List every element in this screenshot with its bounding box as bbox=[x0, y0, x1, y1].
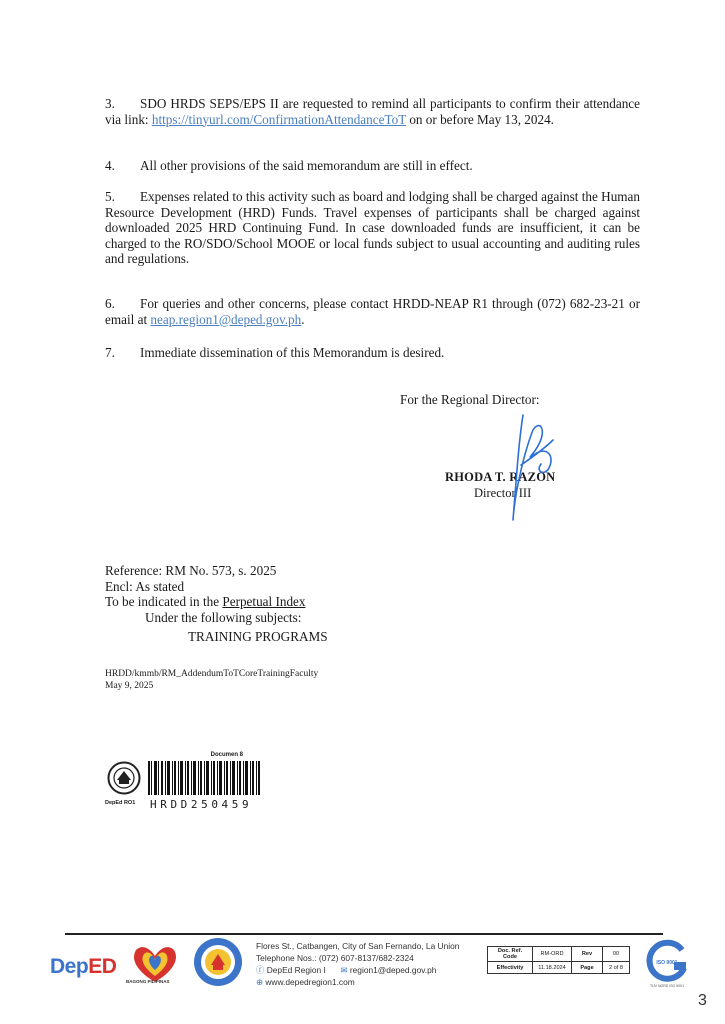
perpetual-index-prefix: To be indicated in the bbox=[105, 594, 223, 609]
doc-ref-value: RM-ORD bbox=[533, 947, 572, 962]
rev-label: Rev bbox=[572, 947, 603, 962]
paragraph-4 bbox=[105, 158, 640, 174]
file-code-date: May 9, 2025 bbox=[105, 681, 154, 691]
reference-block bbox=[105, 563, 328, 645]
paragraph-number: 6. bbox=[105, 296, 115, 311]
document-reference-table bbox=[487, 946, 630, 974]
deped-seal-icon bbox=[107, 761, 141, 795]
address: Flores St., Catbangen, City of San Fernando, La Union bbox=[256, 941, 460, 951]
paragraph-text: Immediate dissemination of this Memorandum is desired. bbox=[140, 345, 445, 360]
deped-logo-ed: ED bbox=[88, 955, 117, 978]
file-code-path: HRDD/kmmb/RM_AddendumToTCoreTrainingFaculty bbox=[105, 669, 319, 679]
paragraph-number: 7. bbox=[105, 345, 115, 360]
barcode-number: HRDD250459 bbox=[150, 798, 253, 811]
document-label: Documen 8 bbox=[210, 752, 243, 758]
paragraph-text-end: on or before May 13, 2024. bbox=[406, 111, 554, 127]
page-number: 3 bbox=[698, 992, 707, 1009]
doc-ref-label: Doc. Ref. Code bbox=[488, 947, 533, 962]
social-row bbox=[256, 964, 459, 976]
paragraph-text: Expenses related to this activity such as board and lodging shall be charged against the Human Resource Development (HRD) Funds. Travel expenses of participants shall be charged against downloaded 2025 HRD Continuing Fund. In case downloaded funds are insufficient, it can be charged to the RO/SDO/School MOOE or local funds subject to usual accounting and auditing rules and regulations. bbox=[105, 189, 640, 266]
globe-icon: ⊕ bbox=[256, 977, 264, 987]
paragraph-7 bbox=[105, 345, 640, 361]
enclosure-line: Encl: As stated bbox=[105, 578, 185, 594]
website-row bbox=[256, 976, 459, 988]
bagong-pilipinas-label: BAGONG PILIPINAS bbox=[126, 979, 170, 984]
effectivity-label: Effectivity bbox=[488, 962, 533, 974]
barcode-bars bbox=[148, 761, 260, 795]
paragraph-text-end: . bbox=[301, 311, 305, 327]
svg-text:ISO 9001: ISO 9001 bbox=[656, 960, 678, 966]
paragraph-number: 5. bbox=[105, 189, 115, 204]
signatory-title: Director III bbox=[474, 486, 532, 500]
website[interactable]: www.depedregion1.com bbox=[265, 977, 355, 987]
paragraph-text: SDO HRDS SEPS/EPS II are requested to remind all participants to confirm their attendance via link: bbox=[105, 96, 640, 127]
signatory-name: RHODA T. RAZON bbox=[445, 470, 556, 484]
confirmation-link[interactable]: https://tinyurl.com/ConfirmationAttendanceToT bbox=[151, 111, 407, 127]
paragraph-text: All other provisions of the said memorandum are still in effect. bbox=[140, 158, 473, 173]
contact-info bbox=[256, 940, 459, 988]
footer-divider bbox=[65, 933, 663, 935]
paragraph-6 bbox=[105, 296, 640, 327]
iso-certification-icon bbox=[644, 938, 690, 984]
reference-line: Reference: RM No. 573, s. 2025 bbox=[105, 563, 277, 578]
deped-logo bbox=[50, 955, 116, 979]
iso-label: TUV NORD ISO 9001 bbox=[650, 984, 685, 988]
department-of-education-seal bbox=[193, 937, 243, 987]
for-regional-director: For the Regional Director: bbox=[400, 392, 540, 407]
paragraph-5 bbox=[105, 189, 640, 267]
perpetual-index-line bbox=[105, 594, 328, 610]
file-code bbox=[105, 668, 318, 692]
deped-logo-dep: Dep bbox=[50, 955, 89, 978]
facebook-name[interactable]: DepEd Region I bbox=[266, 965, 326, 975]
rev-value: 00 bbox=[603, 947, 630, 962]
effectivity-value: 11.18.2024 bbox=[533, 962, 572, 974]
paragraph-number: 4. bbox=[105, 158, 115, 173]
paragraph-number: 3. bbox=[105, 96, 115, 111]
email-link[interactable]: neap.region1@deped.gov.ph bbox=[150, 311, 302, 327]
facebook-icon: ⓕ bbox=[256, 965, 265, 975]
subject-training-programs: TRAINING PROGRAMS bbox=[188, 629, 328, 644]
page-value: 2 of 8 bbox=[603, 962, 630, 974]
seal-label: DepEd RO1 bbox=[105, 800, 136, 806]
paragraph-text: For queries and other concerns, please contact HRDD-NEAP R1 through (072) 682-23-21 or email at bbox=[105, 296, 640, 327]
footer-email[interactable]: region1@deped.gov.ph bbox=[349, 965, 437, 975]
email-icon: ✉ bbox=[340, 965, 348, 975]
paragraph-3 bbox=[105, 96, 640, 127]
telephone: Telephone Nos.: (072) 607-8137/682-2324 bbox=[256, 953, 414, 963]
handwritten-signature bbox=[495, 410, 565, 525]
document-barcode bbox=[103, 752, 263, 818]
page-label: Page bbox=[572, 962, 603, 974]
subjects-line: Under the following subjects: bbox=[145, 609, 302, 625]
perpetual-index-text: Perpetual Index bbox=[222, 594, 306, 609]
